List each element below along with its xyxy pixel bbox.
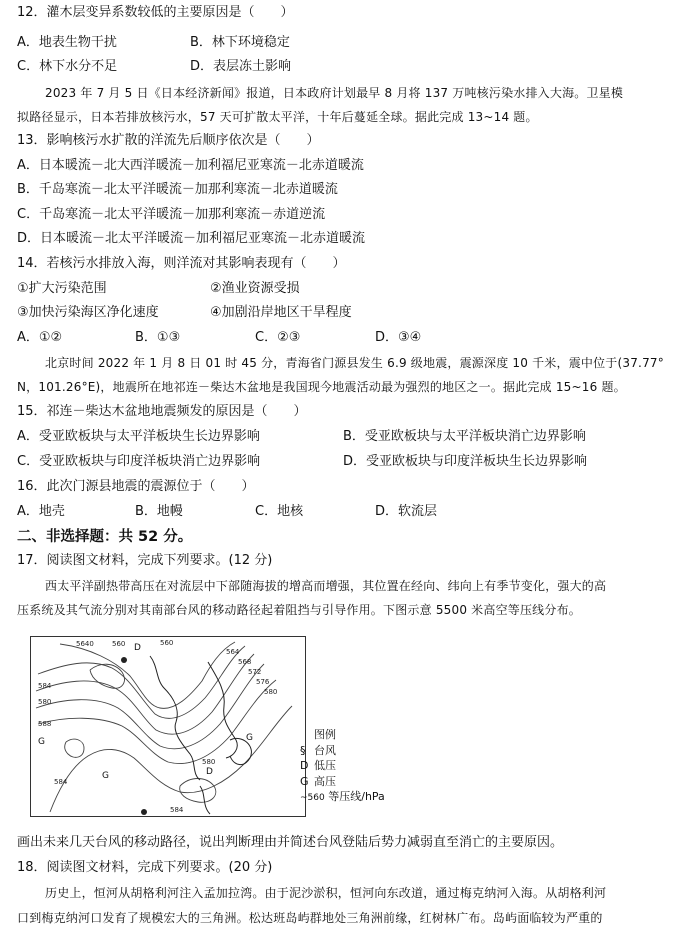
section-heading: 二、非选择题：共 52 分。 (17, 529, 193, 545)
q14-statement-3: ③加快污染海区净化速度 (17, 305, 159, 320)
map-label-584-c: 584 (170, 806, 184, 814)
map-label-576: 576 (256, 678, 270, 686)
q15-option-b: B．受亚欧板块与太平洋板块消亡边界影响 (343, 429, 586, 444)
q18-stem: 18．阅读图文材料，完成下列要求。(20 分) (17, 860, 273, 875)
q14-option-c: C．②③ (255, 330, 301, 345)
map-label-580-left: 580 (38, 698, 52, 706)
map-high-g2: G (102, 771, 109, 781)
map-label-580-c: 580 (202, 758, 216, 766)
q16-stem: 16．此次门源县地震的震源位于（ ） (17, 479, 255, 494)
passage2-line1: 北京时间 2022 年 1 月 8 日 01 时 45 分，青海省门源县发生 6.9 级地震，震源深度 10 千米，震中位于(37.77° (45, 356, 664, 370)
passage2-line2: N，101.26°E)，地震所在地祁连－柴达木盆地是我国现今地震活动最为强烈的地区之一。据此完成 15~16 题。 (17, 380, 626, 394)
legend-isobar: 等压线/hPa (328, 790, 385, 803)
q17-task: 画出未来几天台风的移动路径，说出判断理由并简述台风登陆后势力减弱直至消亡的主要原因。 (17, 835, 564, 850)
map-label-588-left: 588 (38, 720, 52, 728)
q18-passage-line1: 历史上，恒河从胡格利河注入孟加拉湾。由于泥沙淤积，恒河向东改道，通过梅克纳河入海。从胡格利河 (45, 886, 607, 900)
q15-option-a: A．受亚欧板块与太平洋板块生长边界影响 (17, 429, 260, 444)
map-label-572: 572 (248, 668, 262, 676)
q13-stem: 13．影响核污水扩散的洋流先后顺序依次是（ ） (17, 133, 320, 148)
q12-stem: 12．灌木层变异系数较低的主要原因是（ ） (17, 5, 294, 20)
map-label-5640: 5640 (76, 640, 94, 648)
q14-option-d: D．③④ (375, 330, 422, 345)
q16-option-a: A．地壳 (17, 504, 65, 519)
q14-option-b: B．①③ (135, 330, 181, 345)
q17-passage-line2: 压系统及其气流分别对其南部台风的移动路径起着阻挡与引导作用。下图示意 5500 米高空等压线分布。 (17, 603, 581, 617)
legend-typhoon: 台风 (314, 743, 336, 757)
q13-option-b: B．千岛寒流－北太平洋暖流－加那利寒流－北赤道暖流 (17, 182, 338, 197)
map-legend (300, 727, 385, 807)
q13-option-a: A．日本暖流－北大西洋暖流－加利福尼亚寒流－北赤道暖流 (17, 158, 364, 173)
map-label-560-a: 560 (112, 640, 126, 648)
typhoon-symbol: § (300, 743, 306, 757)
map-high-g3: G (246, 733, 253, 743)
q14-statement-2: ②渔业资源受损 (210, 281, 300, 296)
q14-statement-4: ④加剧沿岸地区干旱程度 (210, 305, 352, 320)
q15-stem: 15．祁连－柴达木盆地地震频发的原因是（ ） (17, 404, 307, 419)
map-label-568: 568 (238, 658, 252, 666)
q15-option-c: C．受亚欧板块与印度洋板块消亡边界影响 (17, 454, 261, 469)
isobar-symbol: ~560 (300, 793, 325, 803)
q15-option-d: D．受亚欧板块与印度洋板块生长边界影响 (343, 454, 588, 469)
q16-option-d: D．软流层 (375, 504, 438, 519)
q12-option-a: A．地表生物干扰 (17, 35, 117, 50)
q12-option-b: B．林下环境稳定 (190, 35, 290, 50)
q13-option-d: D．日本暖流－北太平洋暖流－加利福尼亚寒流－北赤道暖流 (17, 231, 366, 246)
q13-option-c: C．千岛寒流－北太平洋暖流－加那利寒流－赤道逆流 (17, 207, 326, 222)
isobar-map (30, 636, 306, 817)
high-symbol: G (300, 774, 309, 788)
map-low-d2: D (206, 767, 213, 777)
q12-option-d: D．表层冻土影响 (190, 59, 292, 74)
map-label-576-left: 584 (38, 682, 52, 690)
q14-statement-1: ①扩大污染范围 (17, 281, 107, 296)
q16-option-b: B．地幔 (135, 504, 183, 519)
map-label-560-b: 560 (160, 639, 174, 647)
low-symbol: D (300, 759, 309, 772)
q14-option-a: A．①② (17, 330, 63, 345)
q12-option-c: C．林下水分不足 (17, 59, 118, 74)
map-high-g1: G (38, 737, 45, 747)
q17-stem: 17．阅读图文材料，完成下列要求。(12 分) (17, 553, 273, 568)
passage1-line1: 2023 年 7 月 5 日《日本经济新闻》报道，日本政府计划最早 8 月将 137 万吨核污染水排入大海。卫星模 (45, 86, 624, 100)
legend-low: 低压 (314, 759, 336, 772)
map-label-584-b: 584 (54, 778, 68, 786)
legend-title: 图例 (314, 728, 336, 741)
q16-option-c: C．地核 (255, 504, 304, 519)
map-label-564: 564 (226, 648, 240, 656)
q18-passage-line2: 口到梅克纳河口发育了规模宏大的三角洲。松达班岛屿群地处三角洲前缘，红树林广布。岛屿面临较为严重的 (17, 911, 603, 925)
q17-passage-line1: 西太平洋副热带高压在对流层中下部随海拔的增高而增强，其位置在经向、纬向上有季节变化，强大的高 (45, 579, 607, 593)
legend-high: 高压 (314, 774, 336, 788)
map-low-d1: D (134, 643, 141, 653)
map-label-580-a: 580 (264, 688, 278, 696)
q14-stem: 14．若核污水排放入海，则洋流对其影响表现有（ ） (17, 256, 346, 271)
passage1-line2: 拟路径显示，日本若排放核污水，57 天可扩散太平洋，十年后蔓延全球。据此完成 13~14 题。 (17, 110, 538, 124)
